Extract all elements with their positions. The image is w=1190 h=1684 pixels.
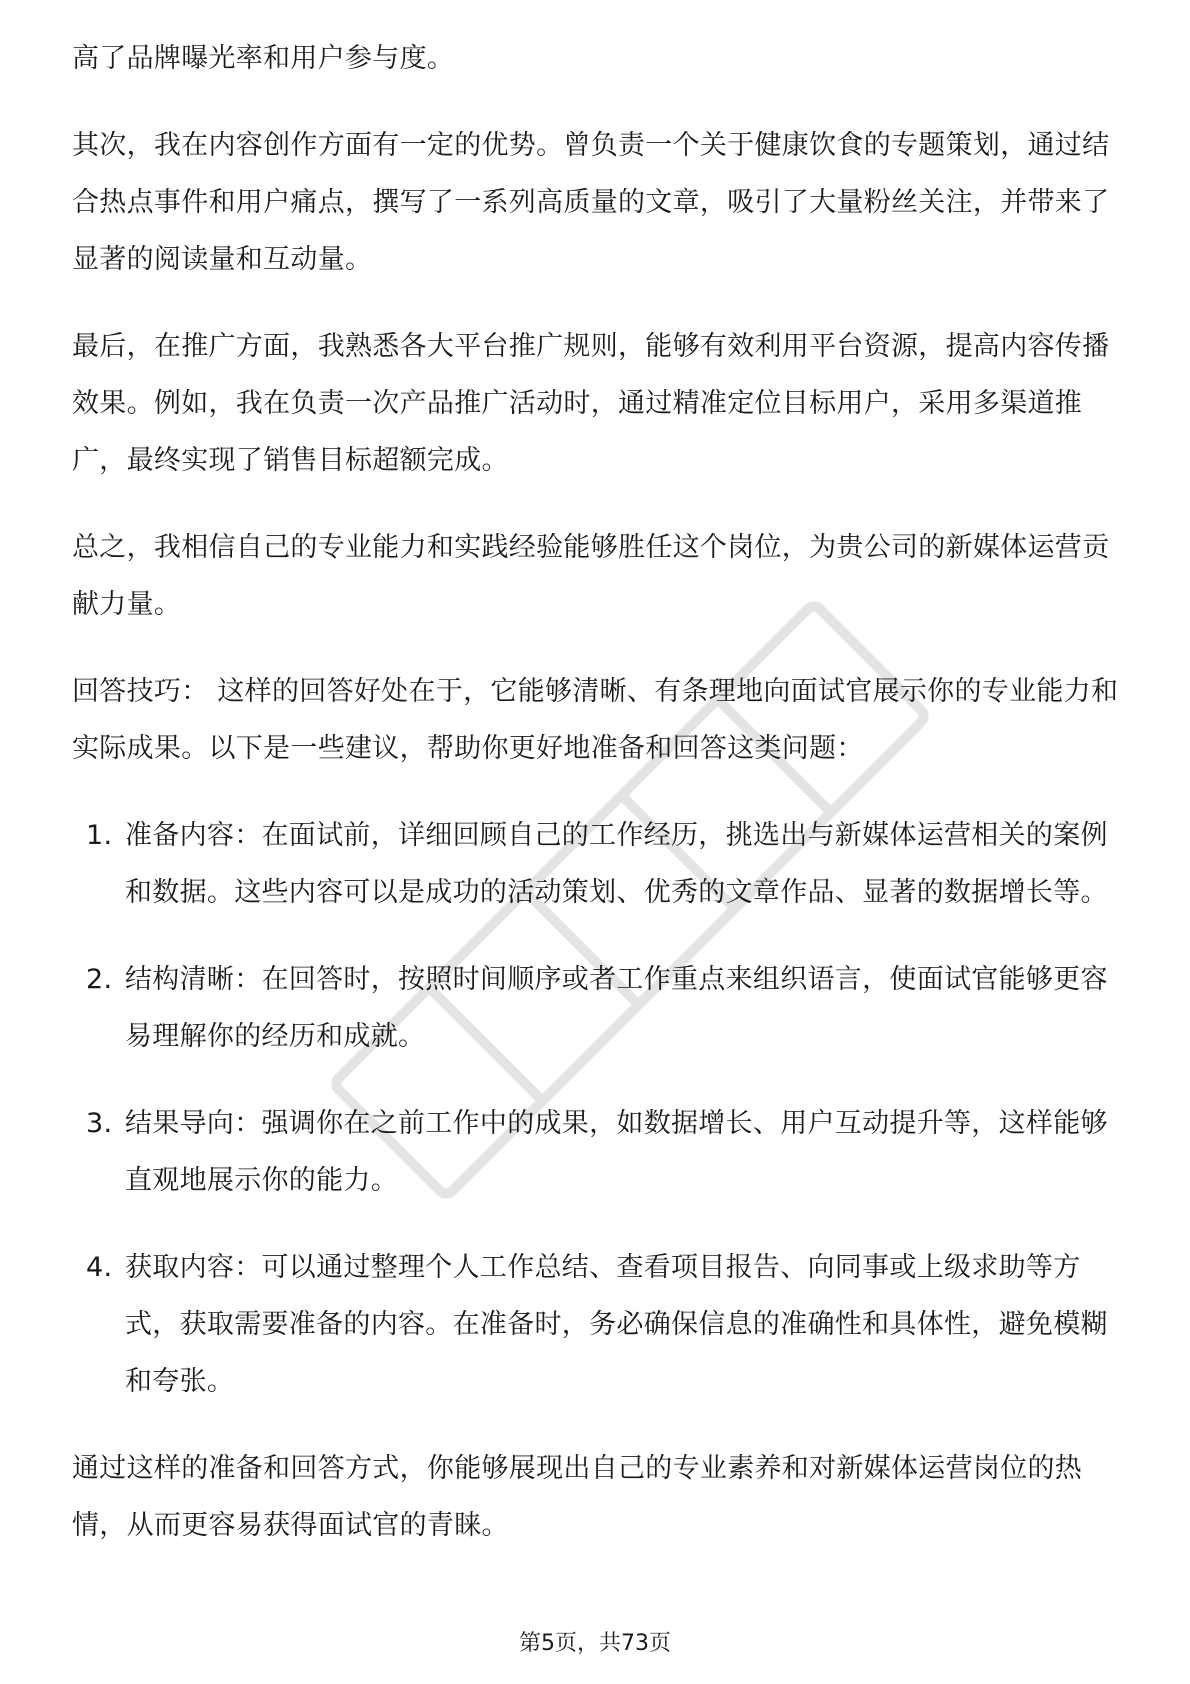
page-footer: 第5页，共73页 bbox=[519, 1631, 671, 1656]
list-item-text: 结果导向：强调你在之前工作中的成果，如数据增长、用户互动提升等，这样能够直观地展示你的能力。 bbox=[125, 1108, 1108, 1196]
list-item-number: 1. bbox=[86, 820, 113, 851]
document-body bbox=[72, 30, 1122, 1584]
list-item-text: 准备内容：在面试前，详细回顾自己的工作经历，挑选出与新媒体运营相关的案例和数据。这些内容可以是成功的活动策划、优秀的文章作品、显著的数据增长等。 bbox=[125, 820, 1108, 908]
paragraph-content-creation: 其次，我在内容创作方面有一定的优势。曾负责一个关于健康饮食的专题策划，通过结合热点事件和用户痛点，撰写了一系列高质量的文章，吸引了大量粉丝关注，并带来了显著的阅读量和互动量。 bbox=[72, 130, 1110, 275]
list-item-number: 4. bbox=[86, 1252, 113, 1283]
paragraph-summary: 总之，我相信自己的专业能力和实践经验能够胜任这个岗位，为贵公司的新媒体运营贡献力量。 bbox=[72, 532, 1110, 620]
paragraph-closing: 通过这样的准备和回答方式，你能够展现出自己的专业素养和对新媒体运营岗位的热情，从而更容易获得面试官的青睐。 bbox=[72, 1453, 1083, 1541]
list-item-number: 2. bbox=[86, 964, 113, 995]
list-item bbox=[72, 1095, 1122, 1209]
list-item-text: 结构清晰：在回答时，按照时间顺序或者工作重点来组织语言，使面试官能够更容易理解你的经历和成就。 bbox=[125, 964, 1108, 1052]
tips-list bbox=[72, 807, 1122, 1410]
list-item bbox=[72, 807, 1122, 921]
list-item bbox=[72, 1239, 1122, 1410]
paragraph-answer-tips: 回答技巧： 这样的回答好处在于，它能够清晰、有条理地向面试官展示你的专业能力和实际成果。以下是一些建议，帮助你更好地准备和回答这类问题： bbox=[72, 676, 1119, 764]
paragraph-continuation: 高了品牌曝光率和用户参与度。 bbox=[72, 43, 455, 74]
list-item-text: 获取内容：可以通过整理个人工作总结、查看项目报告、向同事或上级求助等方式，获取需要准备的内容。在准备时，务必确保信息的准确性和具体性，避免模糊和夸张。 bbox=[125, 1252, 1108, 1397]
list-item bbox=[72, 951, 1122, 1065]
list-item-number: 3. bbox=[86, 1108, 113, 1139]
paragraph-promotion: 最后，在推广方面，我熟悉各大平台推广规则，能够有效利用平台资源，提高内容传播效果。例如，我在负责一次产品推广活动时，通过精准定位目标用户，采用多渠道推广，最终实现了销售目标超额完成。 bbox=[72, 331, 1110, 476]
